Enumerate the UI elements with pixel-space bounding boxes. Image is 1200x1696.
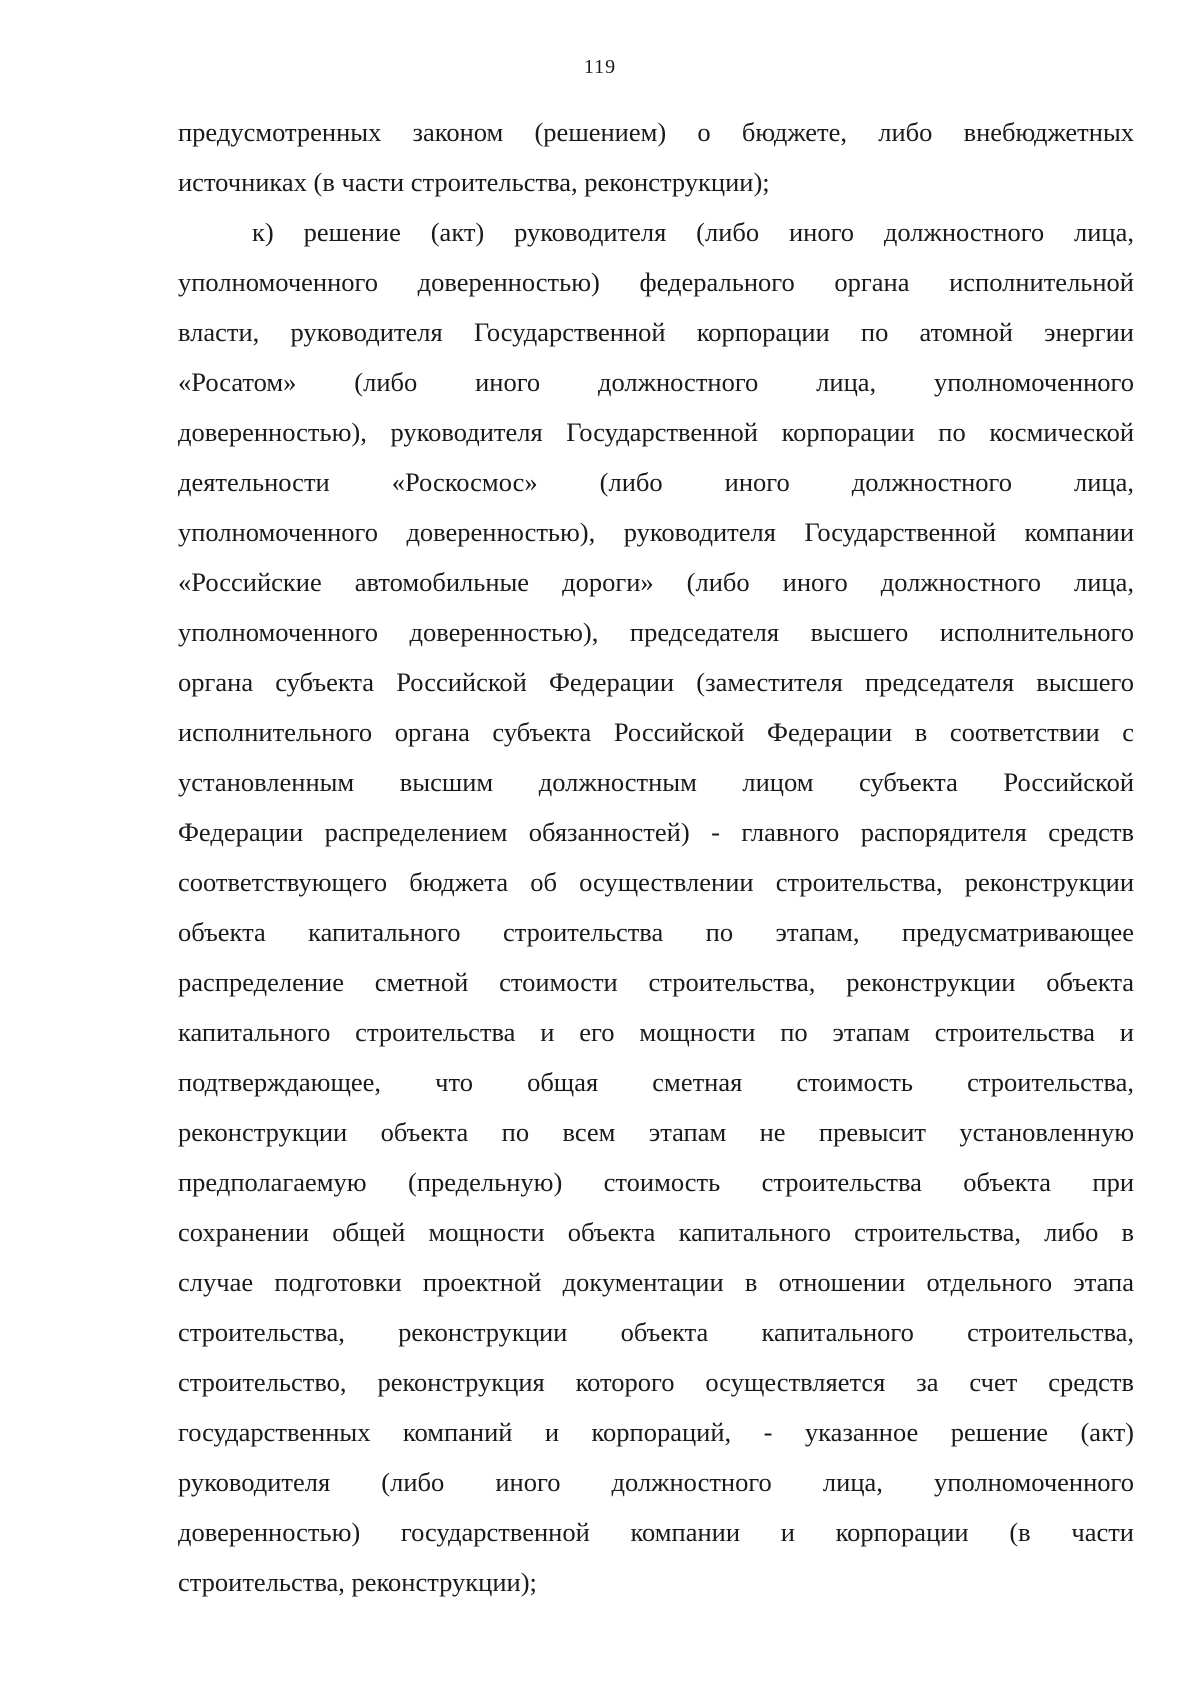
document-body <box>178 107 1134 1607</box>
text-line: строительства, реконструкции); <box>178 1567 537 1597</box>
text-line: исполнительного органа субъекта Российской Федерации в соответствии с <box>178 717 1134 747</box>
text-line: органа субъекта Российской Федерации (заместителя председателя высшего <box>178 667 1134 697</box>
text-line: строительство, реконструкция которого осуществляется за счет средств <box>178 1367 1134 1397</box>
text-line: установленным высшим должностным лицом субъекта Российской <box>178 767 1134 797</box>
text-line: «Росатом» (либо иного должностного лица, уполномоченного <box>178 367 1134 397</box>
text-line: уполномоченного доверенностью) федерального органа исполнительной <box>178 267 1134 297</box>
text-line: предусмотренных законом (решением) о бюджете, либо внебюджетных <box>178 117 1134 147</box>
text-line: капитального строительства и его мощности по этапам строительства и <box>178 1017 1134 1047</box>
text-line: уполномоченного доверенностью), руководителя Государственной компании <box>178 517 1134 547</box>
text-line: деятельности «Роскосмос» (либо иного должностного лица, <box>178 467 1134 497</box>
text-line: «Российские автомобильные дороги» (либо иного должностного лица, <box>178 567 1134 597</box>
text-line: предполагаемую (предельную) стоимость строительства объекта при <box>178 1167 1134 1197</box>
page-number: 119 <box>583 56 617 78</box>
text-line: руководителя (либо иного должностного лица, уполномоченного <box>178 1467 1134 1497</box>
text-line: Федерации распределением обязанностей) - главного распорядителя средств <box>178 817 1134 847</box>
text-line: подтверждающее, что общая сметная стоимость строительства, <box>178 1067 1134 1097</box>
text-line: власти, руководителя Государственной корпорации по атомной энергии <box>178 317 1134 347</box>
text-line: строительства, реконструкции объекта капитального строительства, <box>178 1317 1134 1347</box>
text-line: доверенностью) государственной компании и корпорации (в части <box>178 1517 1134 1547</box>
text-line: распределение сметной стоимости строительства, реконструкции объекта <box>178 967 1134 997</box>
text-line: доверенностью), руководителя Государственной корпорации по космической <box>178 417 1134 447</box>
text-line: реконструкции объекта по всем этапам не превысит установленную <box>178 1117 1134 1147</box>
text-line: государственных компаний и корпораций, - указанное решение (акт) <box>178 1417 1134 1447</box>
text-line: сохранении общей мощности объекта капитального строительства, либо в <box>178 1217 1134 1247</box>
text-line: объекта капитального строительства по этапам, предусматривающее <box>178 917 1134 947</box>
text-line: источниках (в части строительства, реконструкции); <box>178 167 770 197</box>
text-line: к) решение (акт) руководителя (либо иного должностного лица, <box>252 217 1134 247</box>
text-line: соответствующего бюджета об осуществлении строительства, реконструкции <box>178 867 1134 897</box>
text-line: уполномоченного доверенностью), председателя высшего исполнительного <box>178 617 1134 647</box>
text-line: случае подготовки проектной документации в отношении отдельного этапа <box>178 1267 1134 1297</box>
